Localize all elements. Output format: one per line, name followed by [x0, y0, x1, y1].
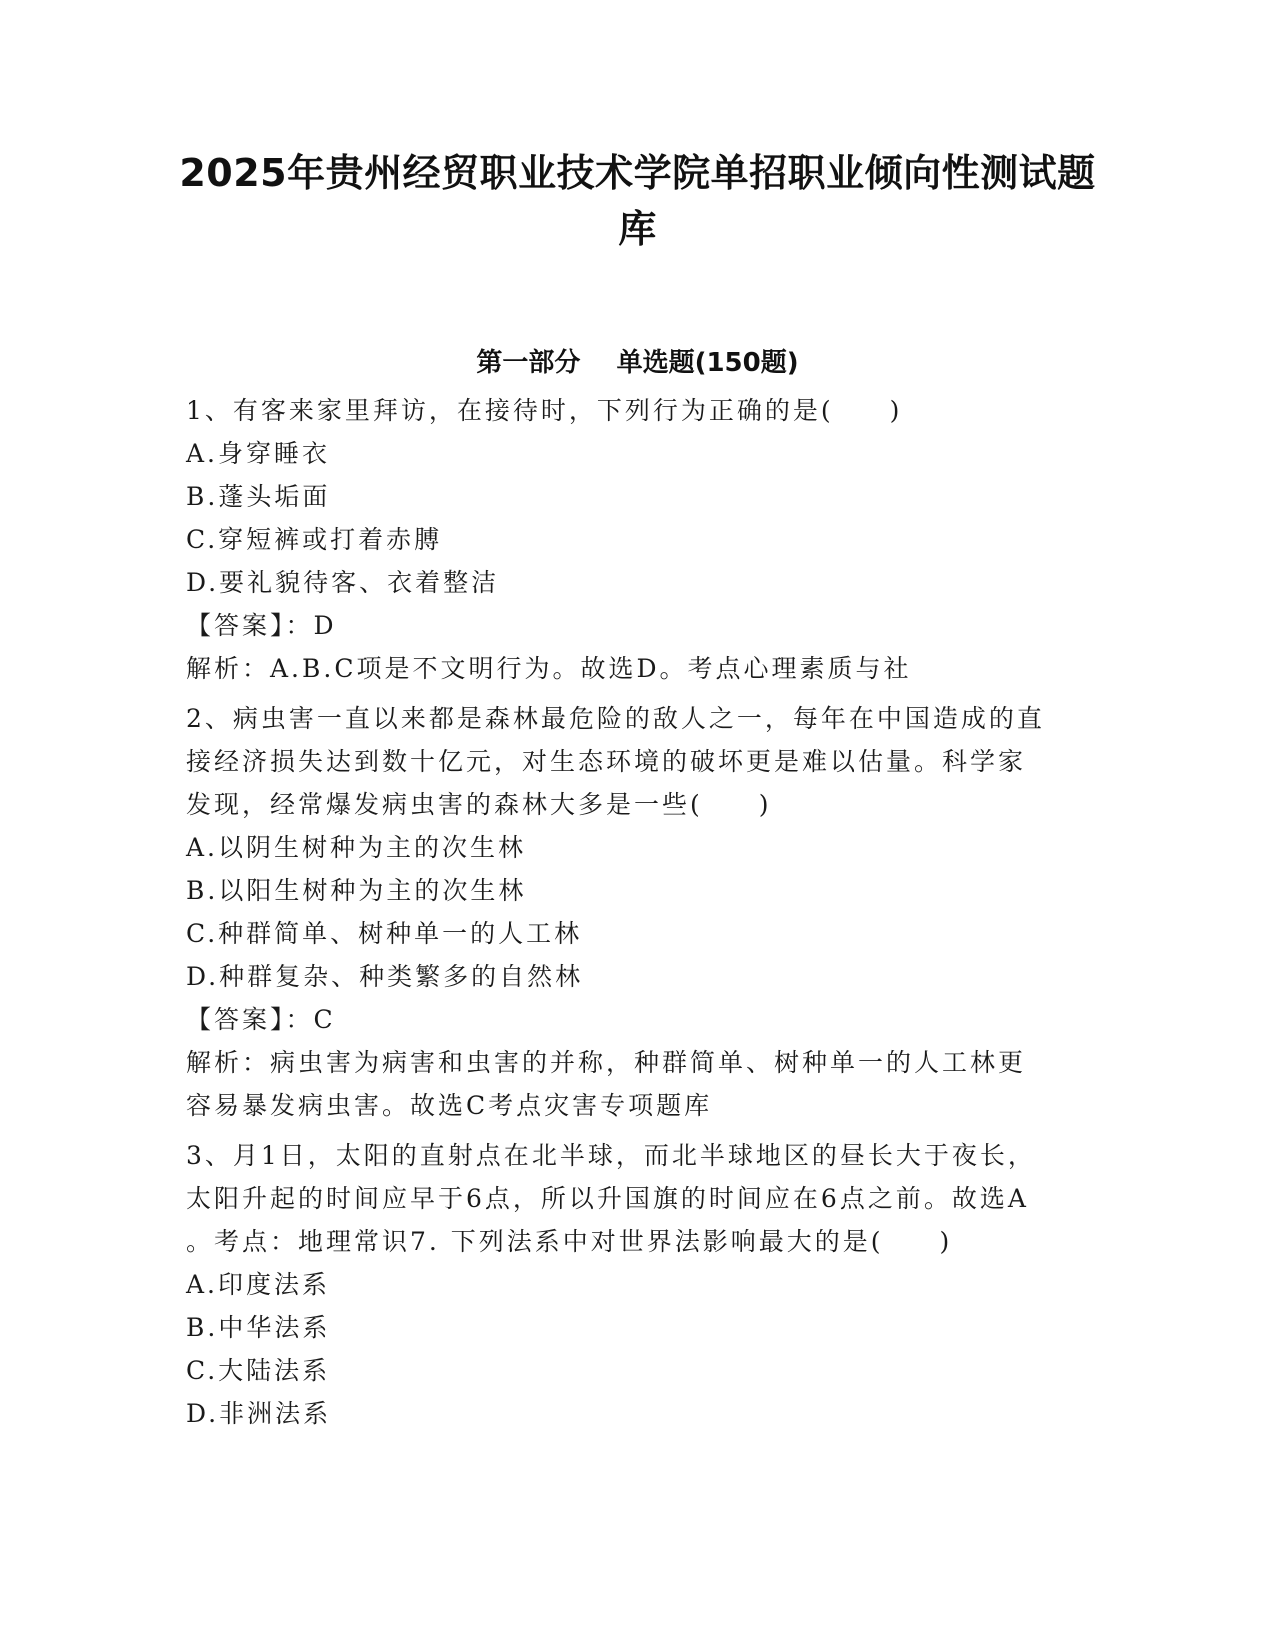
option-b: B.中华法系 [186, 1313, 331, 1342]
question-2 [186, 697, 1091, 1127]
option-d: D.种群复杂、种类繁多的自然林 [186, 962, 584, 991]
document-title-line-1: 2025年贵州经贸职业技术学院单招职业倾向性测试题 [179, 151, 1096, 195]
option-c: C.穿短裤或打着赤膊 [186, 525, 443, 554]
option-d: D.非洲法系 [186, 1399, 332, 1428]
document-title-line-2: 库 [618, 207, 657, 251]
question-stem-line-1: 2、病虫害一直以来都是森林最危险的敌人之一，每年在中国造成的直 [186, 704, 1045, 733]
option-a: A.以阴生树种为主的次生林 [186, 833, 527, 862]
answer: 【答案】：C [186, 1005, 336, 1034]
question-stem-line-3: 发现，经常爆发病虫害的森林大多是一些( ) [186, 790, 772, 819]
option-b: B.蓬头垢面 [186, 482, 331, 511]
question-stem-line-1: 3、月1日，太阳的直射点在北半球，而北半球地区的昼长大于夜长， [186, 1141, 1036, 1170]
section-title: 第一部分 单选题(150题) [476, 348, 799, 378]
analysis-line-1: 解析：病虫害为病害和虫害的并称，种群简单、树种单一的人工林更 [186, 1048, 1027, 1077]
analysis: 解析：A.B.C项是不文明行为。故选D。考点心理素质与社 [186, 654, 912, 683]
question-1 [186, 389, 1091, 690]
question-3 [186, 1134, 1091, 1435]
question-stem-line-3: 。考点：地理常识7. 下列法系中对世界法影响最大的是( ) [186, 1227, 953, 1256]
option-c: C.大陆法系 [186, 1356, 331, 1385]
option-d: D.要礼貌待客、衣着整洁 [186, 568, 500, 597]
answer: 【答案】：D [186, 611, 337, 640]
question-stem-line-2: 太阳升起的时间应早于6点，所以升国旗的时间应在6点之前。故选A [186, 1184, 1029, 1213]
option-a: A.印度法系 [186, 1270, 331, 1299]
option-a: A.身穿睡衣 [186, 439, 331, 468]
analysis-line-2: 容易暴发病虫害。故选C考点灾害专项题库 [186, 1091, 713, 1120]
option-c: C.种群简单、树种单一的人工林 [186, 919, 583, 948]
question-stem-line-2: 接经济损失达到数十亿元，对生态环境的破坏更是难以估量。科学家 [186, 747, 1027, 776]
document-title [150, 145, 1125, 257]
option-b: B.以阳生树种为主的次生林 [186, 876, 527, 905]
question-stem: 1、有客来家里拜访，在接待时，下列行为正确的是( ) [186, 396, 903, 425]
